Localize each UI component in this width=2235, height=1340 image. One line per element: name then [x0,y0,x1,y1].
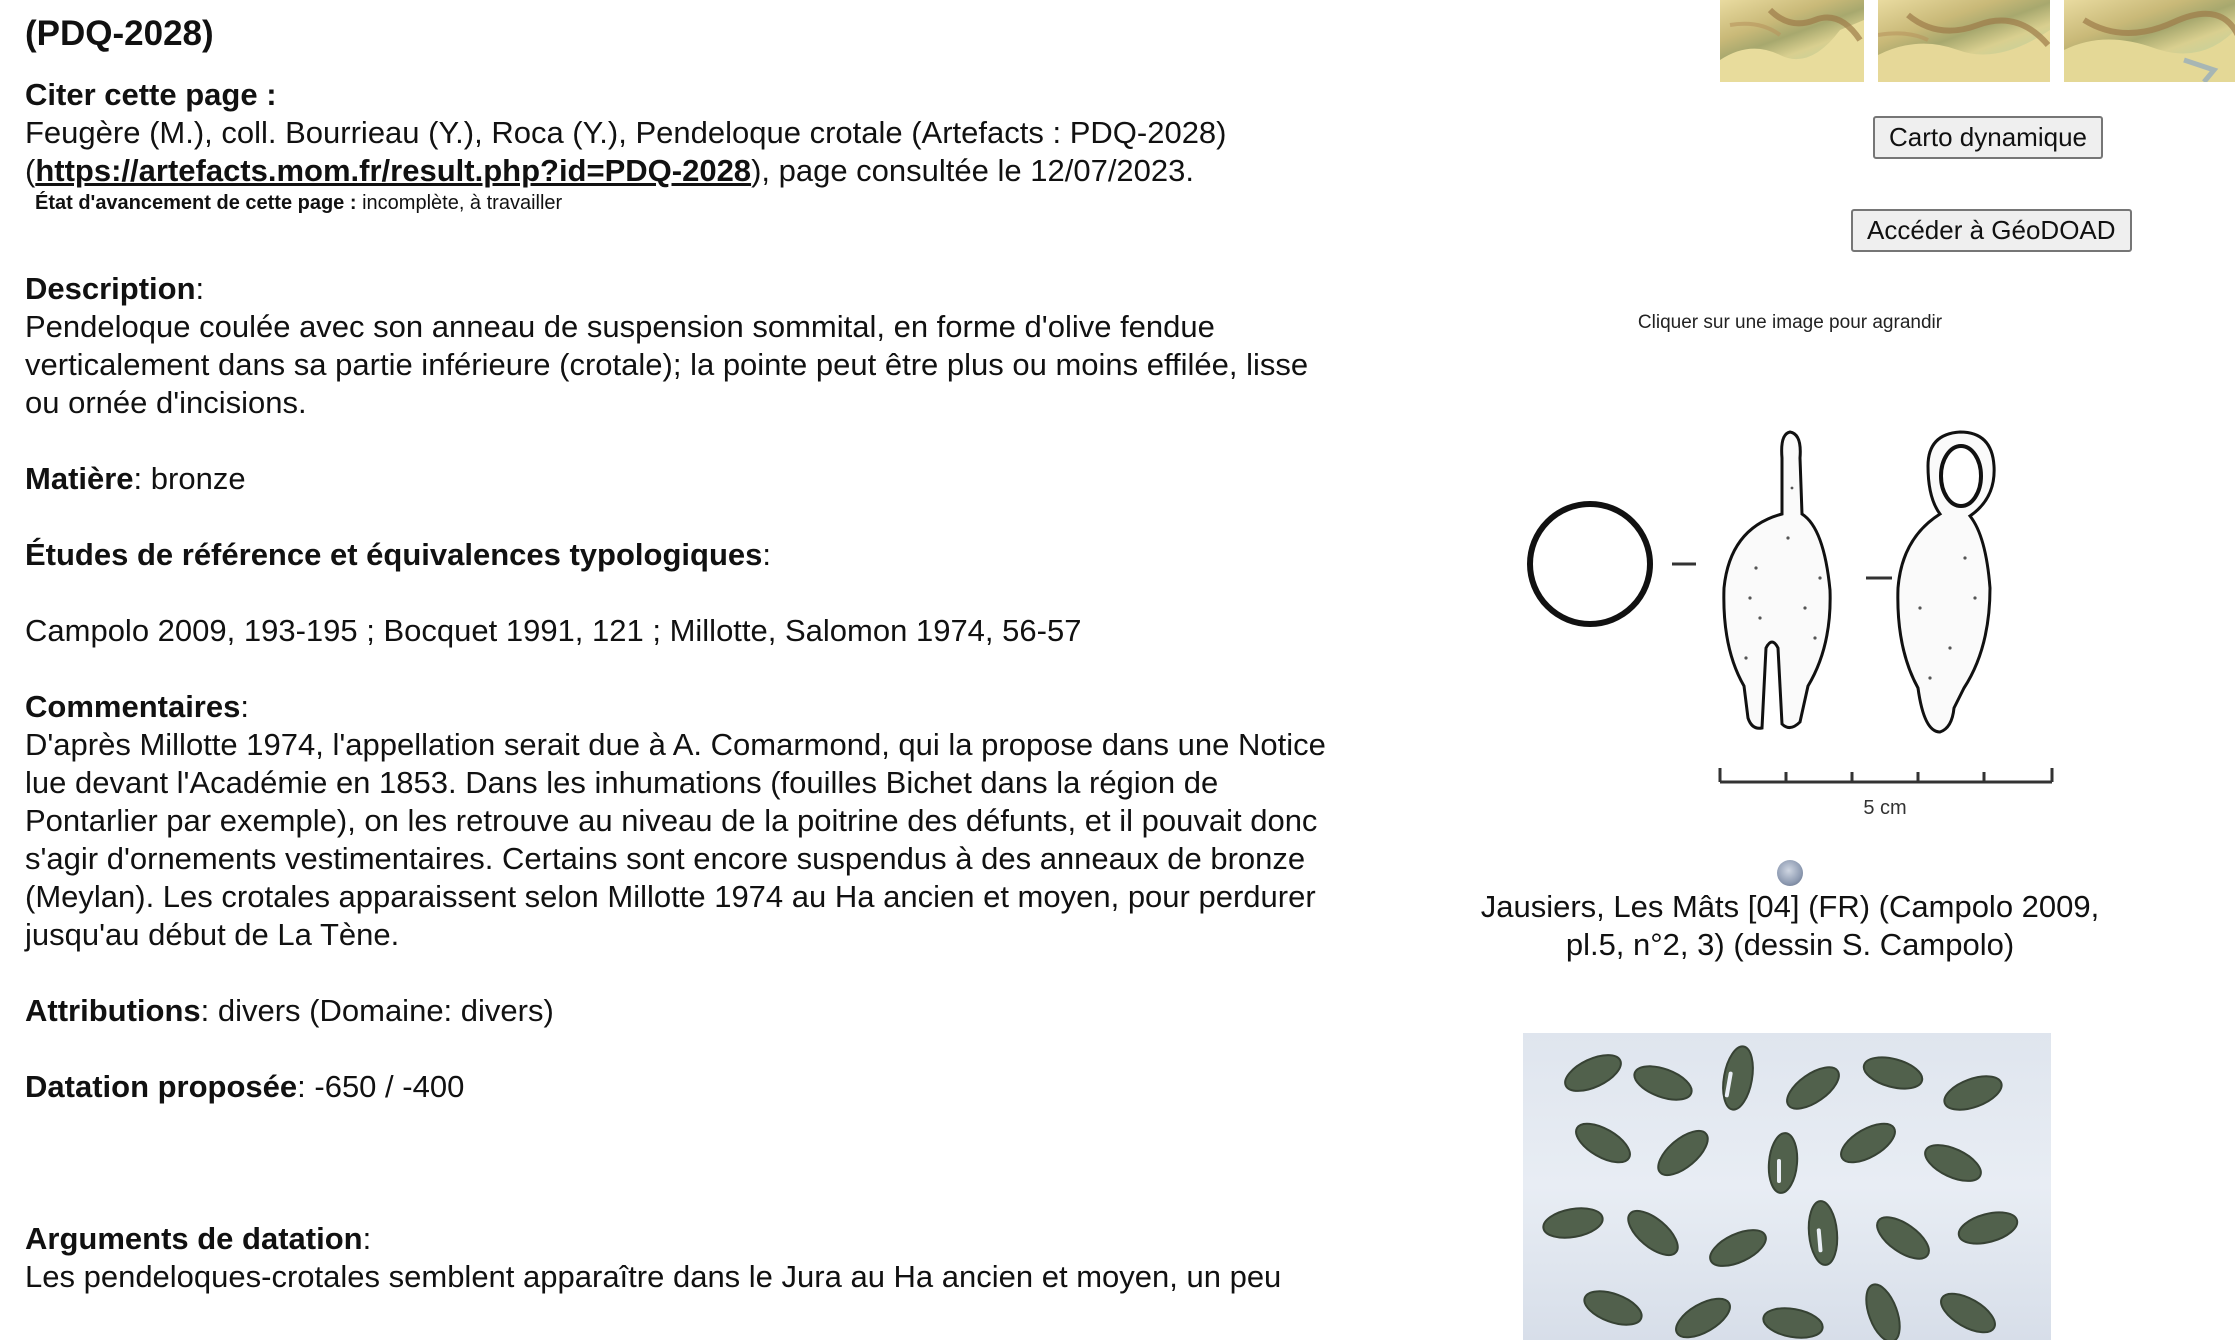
main-content [25,0,1345,1296]
etudes-heading: Études de référence et équivalences typologiques: [25,537,771,572]
etudes-refs: Campolo 2009, 193-195 ; Bocquet 1991, 121 ; Millotte, Salomon 1974, 56-57 [25,613,1082,648]
matiere-label: Matière [25,461,134,496]
geodoad-button[interactable]: Accéder à GéoDOAD [1851,209,2132,252]
status-label: État d'avancement de cette page : [35,192,357,214]
map-thumbnail-2[interactable] [1878,0,2050,82]
commentaires-heading: Commentaires: [25,689,249,724]
matiere-value: : bronze [133,461,246,496]
citation-after-url: ), page consultée le 12/07/2023. [751,153,1195,188]
image-hint: Cliquer sur une image pour agrandir [1637,312,1943,333]
datation-value: : -650 / -400 [297,1069,465,1104]
arguments-heading: Arguments de datation: [25,1221,372,1256]
description-label: Description [25,271,196,306]
scale-label: 5 cm [1863,797,1907,819]
pendant-front-drawing [1724,432,1830,728]
map-thumbnail-1[interactable] [1720,0,1864,82]
arguments-text: Les pendeloques-crotales semblent apparaître dans le Jura au Ha ancien et moyen, un peu [25,1259,1282,1294]
zoom-icon[interactable] [1777,860,1803,886]
description-heading: Description: [25,271,205,306]
carto-dynamique-button[interactable]: Carto dynamique [1873,116,2103,159]
image-caption: Jausiers, Les Mâts [04] (FR) (Campolo 2009, pl.5, n°2, 3) (dessin S. Campolo) [1480,889,2100,962]
datation-label: Datation proposée [25,1069,298,1104]
citation-label: Citer cette page : [25,77,277,112]
map-thumbnails [1720,0,2235,82]
attributions-line [25,992,1345,1030]
datation-line [25,1068,1345,1106]
ring-drawing [1530,504,1650,624]
arguments-label: Arguments de datation [25,1221,363,1256]
attributions-value: : divers (Domaine: divers) [200,993,554,1028]
sidebar [1480,0,2220,1340]
citation-url-link[interactable]: https://artefacts.mom.fr/result.php?id=PDQ-2028 [35,153,752,188]
scale-bar [1720,768,2052,782]
description-text: Pendeloque coulée avec son anneau de suspension sommital, en forme d'olive fendue verticalement dans sa partie inférieure (crotale); la pointe peut être plus ou moins effilée, lisse ou ornée d'incisions. [25,309,1309,420]
status-line [35,190,1345,216]
etudes-label: Études de référence et équivalences typologiques [25,537,763,572]
artifact-drawing-image[interactable] [1520,418,2060,830]
map-thumbnail-3[interactable] [2064,0,2235,82]
citation-line1: Feugère (M.), coll. Bourrieau (Y.), Roca (Y.), Pendeloque crotale (Artefacts : PDQ-2028) [25,115,1227,150]
matiere-line [25,460,1345,498]
attributions-label: Attributions [25,993,201,1028]
artifact-photo[interactable] [1523,1033,2051,1340]
page-title: (PDQ-2028) [25,14,214,53]
commentaires-text: D'après Millotte 1974, l'appellation serait due à A. Comarmond, qui la propose dans une Notice lue devant l'Académie en 1853. Dans les inhumations (fouilles Bichet dans la région de Pontarlier par exemple), on les retrouve au niveau de la poitrine des défunts, et il pouvait donc s'agir d'ornements vestimentaires. Certains sont encore suspendus à des anneaux de bronze (Meylan). Les crotales apparaissent selon Millotte 1974 au Ha ancien et moyen, pour perdurer jusqu'au début de La Tène. [25,727,1326,952]
status-value: incomplète, à travailler [362,192,563,214]
citation-open-paren: ( [25,153,36,188]
commentaires-label: Commentaires [25,689,241,724]
citation-text [25,114,1345,190]
